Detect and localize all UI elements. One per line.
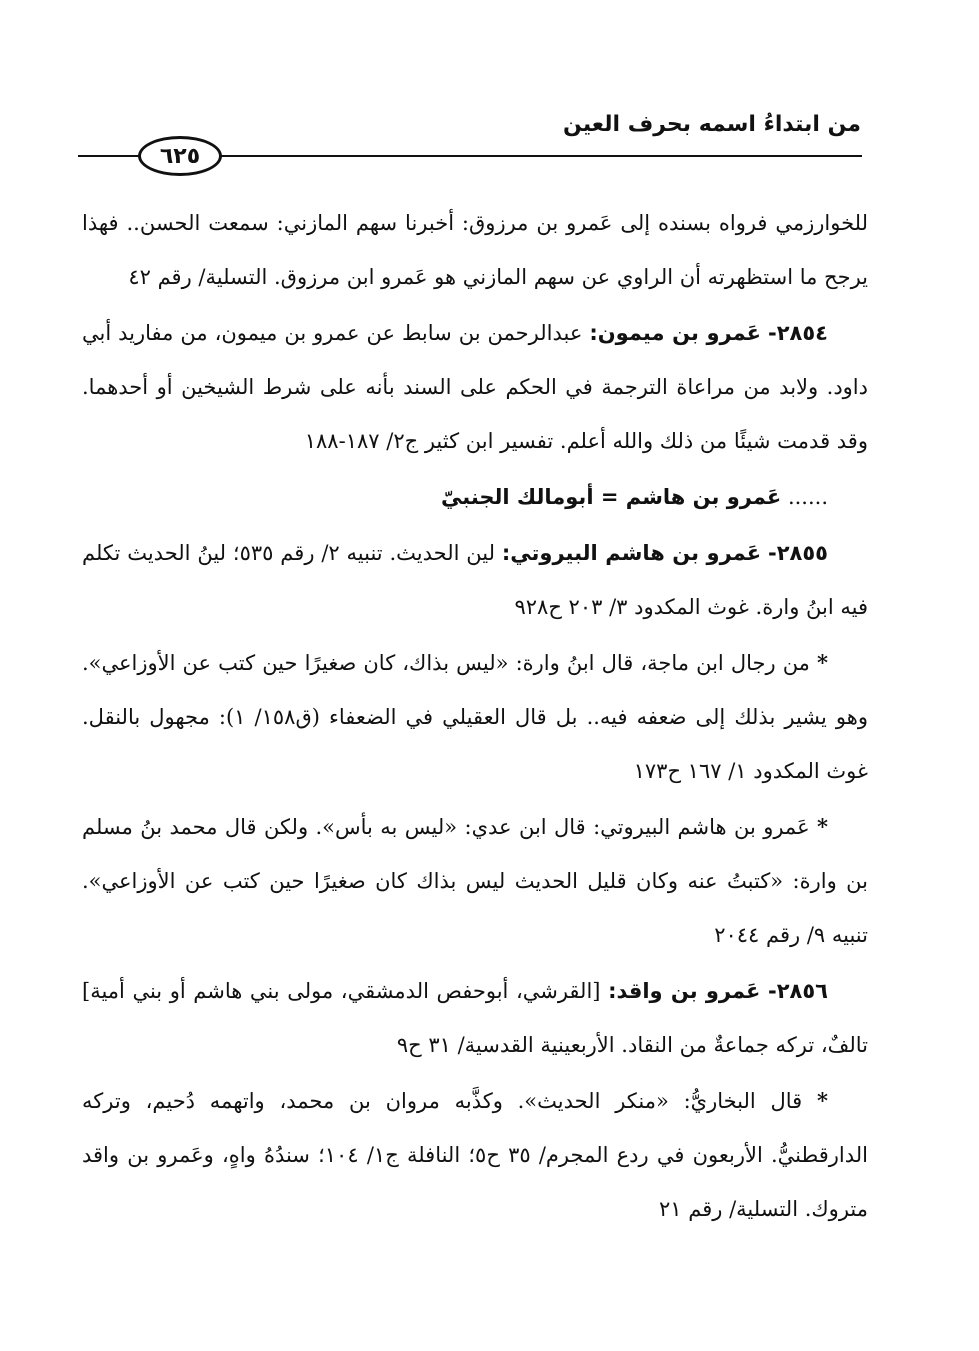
entry-text: لين الحديث. تنبيه ٢/ رقم ٥٣٥؛ لينُ الحديث تكلم فيه ابنُ وارة. غوث المكدود ٣/ ٢٠٣ ح٩٢٨ [82,541,868,619]
paragraph-text: للخوارزمي فرواه بسنده إلى عَمرو بن مرزوق: أخبرنا سهم المازني: سمعت الحسن.. فهذا يرجح ما استظهرته أن الراوي عن سهم المازني هو عَمرو ابن مرزوق. التسلية/ رقم ٤٢ [82,211,868,289]
note-paragraph [82,636,868,798]
cross-reference-dots: ...... [787,485,828,509]
entry-number: ٢٨٥٥- [767,541,828,565]
entry-2855 [82,526,868,634]
entry-text: [القرشي، أبوحفص الدمشقي، مولى بني هاشم أو بني أمية] تالفٌ، تركه جماعةٌ من النقاد. الأربعينية القدسية/ ٣١ ح٩ [82,979,868,1057]
entry-text: عبدالرحمن بن سابط عن عمرو بن ميمون، من مفاريد أبي داود. ولابد من مراعاة الترجمة في الحكم على السند بأنه على شرط الشيخين أو أحدهما. وقد قدمت شيئًا من ذلك والله أعلم. تفسير ابن كثير ج٢/ ١٨٧-١٨٨ [82,321,868,453]
entry-number: ٢٨٥٤- [767,321,828,345]
note-paragraph [82,800,868,962]
running-header-title: من ابتداءُ اسمه بحرف العين [563,112,861,137]
cross-reference-text: عَمرو بن هاشم = أبومالك الجنبيّ [441,485,782,509]
note-text: عَمرو بن هاشم البيروتي: قال ابن عدي: «ليس به بأس». ولكن قال محمد بنُ مسلم بن وارة: «كتبتُ عنه وكان قليل الحديث ليس بذاك كان صغيرًا حين كتب عن الأوزاعي». تنبيه ٩/ رقم ٢٠٤٤ [82,815,868,947]
entry-number: ٢٨٥٦- [767,979,828,1003]
cross-reference [82,470,868,524]
asterisk-marker: * [817,650,828,675]
asterisk-marker: * [817,814,828,839]
page-number-badge: ٦٢٥ [138,136,222,176]
continuation-paragraph [82,196,868,304]
entry-name: عَمرو بن هاشم البيروتي: [501,541,762,565]
entry-2854 [82,306,868,468]
entry-2856 [82,964,868,1072]
note-paragraph [82,1074,868,1236]
asterisk-marker: * [817,1088,828,1113]
entry-name: عَمرو بن ميمون: [589,321,762,345]
note-text: قال البخاريُّ: «منكر الحديث». وكذَّبه مروان بن محمد، واتهمه دُحيم، وتركه الدارقطنيُّ. الأربعون في ردع المجرم/ ٣٥ ح٥؛ النافلة ج١/ ١٠٤؛ سندُهُ واهٍ، وعَمرو بن واقد متروك. التسلية/ رقم ٢١ [82,1089,868,1221]
note-text: من رجال ابن ماجة، قال ابنُ وارة: «ليس بذاك، كان صغيرًا حين كتب عن الأوزاعي». وهو يشير بذلك إلى ضعفه فيه.. بل قال العقيلي في الضعفاء (ق١٥٨/ ١): مجهول بالنقل. غوث المكدود ١/ ١٦٧ ح١٧٣ [82,651,868,783]
page-body [82,196,868,1238]
entry-name: عَمرو بن واقد: [608,979,761,1003]
